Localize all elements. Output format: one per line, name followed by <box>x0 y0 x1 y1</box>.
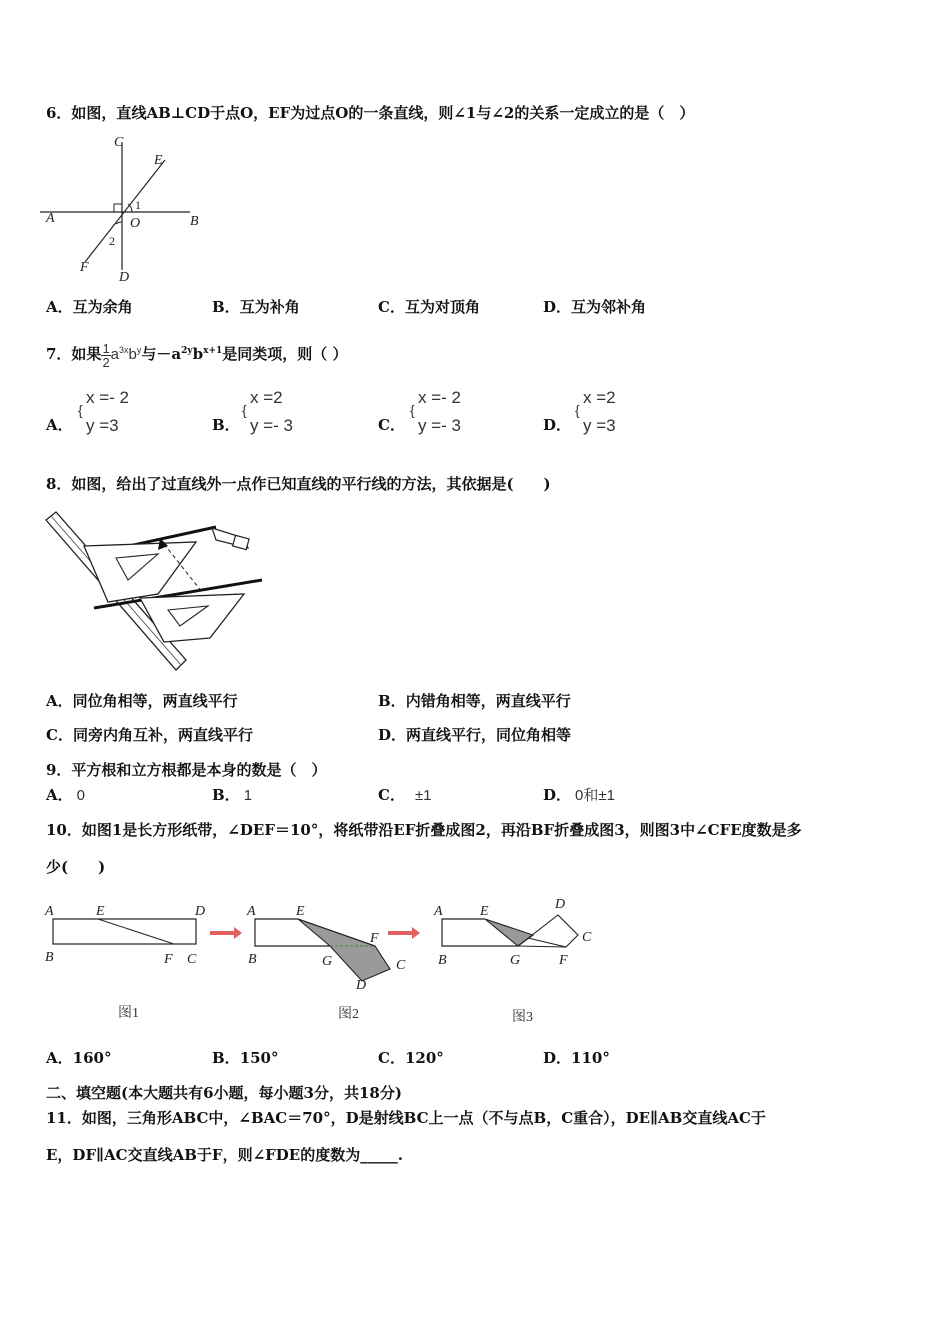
fig3-shaded <box>485 919 533 946</box>
q10-option-c[interactable]: C．120° <box>378 1049 444 1067</box>
q10-option-b[interactable]: B．150° <box>212 1049 279 1067</box>
q9-stem: 9．平方根和立方根都是本身的数是（ ） <box>46 761 327 779</box>
q6-option-c[interactable]: C．互为对顶角 <box>378 298 480 316</box>
svg-text:C: C <box>187 952 197 967</box>
caption-fig1: 图1 <box>118 1006 139 1021</box>
q9-option-a[interactable]: A． 0 <box>46 786 85 804</box>
q8-option-c[interactable]: C．同旁内角互补，两直线平行 <box>46 726 253 744</box>
svg-text:A: A <box>434 904 443 919</box>
label-b: B <box>190 214 199 229</box>
q8-option-b[interactable]: B．内错角相等，两直线平行 <box>378 692 571 710</box>
svg-text:F: F <box>370 931 379 946</box>
label-f: F <box>80 260 89 275</box>
q8-option-d[interactable]: D．两直线平行，同位角相等 <box>378 726 572 744</box>
fig3-folded <box>518 915 578 947</box>
q9-option-d[interactable]: D． 0和±1 <box>543 786 615 804</box>
label-c: C <box>114 135 124 150</box>
fig3-gf <box>518 946 566 947</box>
svg-text:A: A <box>247 904 256 919</box>
svg-text:E: E <box>296 904 305 919</box>
q8-stem: 8．如图，给出了过直线外一点作已知直线的平行线的方法，其依据是( ) <box>46 475 551 493</box>
label-e: E <box>154 153 163 168</box>
q9-option-b[interactable]: B． 1 <box>212 786 253 804</box>
section-heading: 二、填空题(本大题共有6小题，每小题3分，共18分) <box>46 1084 402 1102</box>
svg-text:E: E <box>480 904 489 919</box>
q7-stem: 7．如果 $\frac{1}{2}$ $a^{3x}b^y$与$-a^{2y}b^{x+1}$是同类项，则（ ） <box>46 340 348 370</box>
q10-figure-1 <box>44 904 205 1021</box>
q8-figure <box>44 510 269 675</box>
svg-text:C: C <box>396 958 406 973</box>
fig2-folded-part <box>298 919 390 981</box>
angle-2-arc <box>116 222 122 224</box>
arrow-right-icon <box>210 927 242 939</box>
q10-stem-line1: 10．如图1是长方形纸带，∠DEF＝10°，将纸带沿EF折叠成图2，再沿BF折叠成图3，则图3中∠CFE度数是多 <box>46 821 802 839</box>
q9-option-c[interactable]: C． ±1 <box>378 786 432 804</box>
svg-text:B: B <box>438 953 447 968</box>
svg-text:G: G <box>322 954 333 969</box>
caption-fig3: 图3 <box>512 1010 533 1025</box>
q6-option-a[interactable]: A．互为余角 <box>46 298 133 316</box>
q10-option-a[interactable]: A．160° <box>46 1049 112 1067</box>
q8-option-a[interactable]: A．同位角相等，两直线平行 <box>46 692 238 710</box>
line-ef <box>85 160 165 262</box>
label-o: O <box>130 216 141 231</box>
fig1-rectangle <box>53 919 196 944</box>
q6-option-d[interactable]: D．互为邻补角 <box>543 298 647 316</box>
right-angle-mark <box>114 204 122 212</box>
svg-text:B: B <box>45 950 54 965</box>
svg-text:G: G <box>510 953 521 968</box>
svg-text:A: A <box>45 904 54 919</box>
q10-option-d[interactable]: D．110° <box>543 1049 610 1067</box>
label-angle-1: 1 <box>135 198 141 212</box>
q11-line2: E，DF∥AC交直线AB于F，则∠FDE的度数为_____. <box>46 1146 403 1164</box>
q6-option-b[interactable]: B．互为补角 <box>212 298 300 316</box>
svg-text:F: F <box>164 952 173 967</box>
q7-fraction: $\frac{1}{2}$ <box>102 340 110 370</box>
q10-stem-line2: 少( ) <box>46 858 106 876</box>
q11-line1: 11．如图，三角形ABC中，∠BAC＝70°，D是射线BC上一点（不与点B，C重合），DE∥AB交直线AC于 <box>46 1109 766 1127</box>
q10-figure-2 <box>246 904 406 1022</box>
svg-text:B: B <box>248 952 257 967</box>
pencil-end <box>233 535 249 549</box>
q6-stem: 6．如图，直线AB⊥CD于点O，EF为过点O的一条直线，则∠1与∠2的关系一定成立的是（ ） <box>46 104 695 122</box>
angle-1-arc <box>128 204 132 212</box>
caption-fig2: 图2 <box>338 1007 359 1022</box>
arrow-right-icon <box>388 927 420 939</box>
label-a: A <box>46 211 55 226</box>
svg-text:C: C <box>582 930 592 945</box>
q6-figure <box>40 130 220 285</box>
svg-text:D: D <box>356 978 367 993</box>
label-d: D <box>119 270 130 285</box>
q10-figure-3 <box>433 897 592 1025</box>
svg-text:D: D <box>555 897 566 912</box>
svg-text:E: E <box>96 904 105 919</box>
svg-text:D: D <box>195 904 206 919</box>
label-angle-2: 2 <box>109 234 115 248</box>
svg-text:F: F <box>559 953 568 968</box>
q10-figures <box>40 895 610 1030</box>
